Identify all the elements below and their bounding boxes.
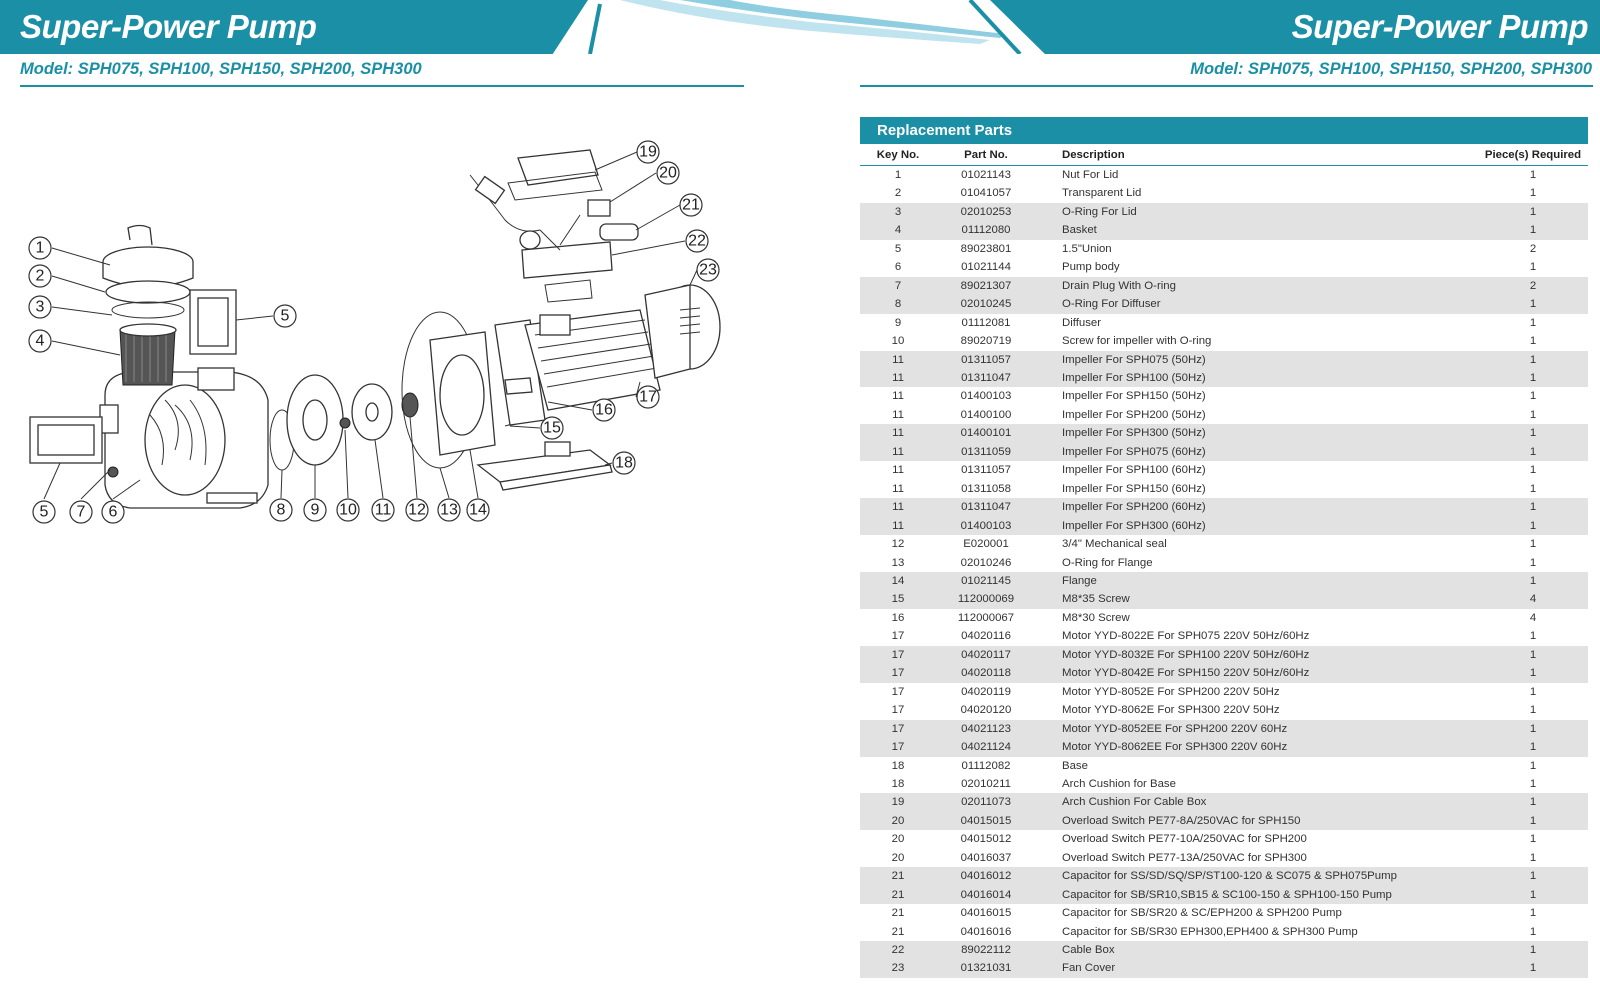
cell-key-no: 21 <box>891 870 905 883</box>
table-row <box>860 295 1588 313</box>
cell-description: Motor YYD-8022E For SPH075 220V 50Hz/60Hz <box>1062 630 1310 643</box>
cell-pieces-required: 2 <box>1529 279 1537 292</box>
cell-pieces-required: 4 <box>1529 593 1537 606</box>
cell-part-no: 01311058 <box>961 482 1011 495</box>
cell-part-no: 112000067 <box>957 611 1015 624</box>
cell-key-no: 4 <box>894 224 902 237</box>
cell-pieces-required: 1 <box>1529 962 1537 975</box>
svg-text:21: 21 <box>682 196 700 214</box>
cell-part-no: 04021124 <box>961 741 1011 754</box>
cell-description: Impeller For SPH075 (50Hz) <box>1062 353 1206 366</box>
cell-part-no: 89023801 <box>960 242 1012 255</box>
callout-2 <box>29 265 51 287</box>
cell-pieces-required: 1 <box>1529 538 1537 551</box>
cell-key-no: 20 <box>891 851 905 864</box>
table-body <box>860 166 1588 978</box>
table-row <box>860 757 1588 775</box>
cell-description: Base <box>1062 759 1088 772</box>
table-row <box>860 867 1588 885</box>
cell-key-no: 3 <box>894 205 902 218</box>
cell-description: Impeller For SPH100 (50Hz) <box>1062 371 1206 384</box>
cell-description: Arch Cushion For Cable Box <box>1062 796 1207 809</box>
cell-part-no: 01021143 <box>961 169 1011 181</box>
cell-description: Impeller For SPH300 (50Hz) <box>1062 427 1206 440</box>
cell-key-no: 20 <box>891 814 905 827</box>
cell-description: Motor YYD-8042E For SPH150 220V 50Hz/60Hz <box>1062 667 1310 680</box>
lid-and-basket-drawing <box>103 226 193 386</box>
cell-key-no: 7 <box>894 279 902 292</box>
table-row <box>860 849 1588 867</box>
svg-text:1: 1 <box>35 239 45 257</box>
cell-description: Pump body <box>1062 261 1120 274</box>
svg-text:7: 7 <box>76 503 86 521</box>
cell-part-no: 112000069 <box>957 593 1015 606</box>
cell-part-no: 02010245 <box>960 298 1012 311</box>
table-row <box>860 387 1588 405</box>
table-row <box>860 923 1588 941</box>
column-header-part-no: Part No. <box>936 144 1036 166</box>
table-row <box>860 609 1588 627</box>
cell-part-no: 01321031 <box>960 962 1012 975</box>
model-line-right: Model: SPH075, SPH100, SPH150, SPH200, SPH300 <box>1190 60 1592 78</box>
cell-pieces-required: 1 <box>1529 741 1537 754</box>
cell-pieces-required: 1 <box>1529 667 1537 680</box>
table-row <box>860 277 1588 295</box>
table-row <box>860 240 1588 258</box>
cell-key-no: 17 <box>891 648 905 661</box>
column-header-pieces-required: Piece(s) Required <box>1478 144 1588 166</box>
cell-part-no: 01311057 <box>961 353 1011 366</box>
cell-description: Capacitor for SB/SR30 EPH300,EPH400 & SPH300 Pump <box>1062 925 1358 938</box>
table-row <box>860 424 1588 442</box>
cell-part-no: 89021307 <box>960 279 1012 292</box>
cell-key-no: 17 <box>891 630 905 643</box>
cell-pieces-required: 1 <box>1529 353 1537 366</box>
cell-key-no: 11 <box>892 353 904 366</box>
cell-part-no: 01311057 <box>961 464 1011 477</box>
table-row <box>860 203 1588 221</box>
cell-description: Impeller For SPH150 (60Hz) <box>1062 482 1206 495</box>
cell-description: Capacitor for SB/SR20 & SC/EPH200 & SPH200 Pump <box>1062 907 1342 920</box>
cable-box-drawing <box>470 150 638 302</box>
table-row <box>860 793 1588 811</box>
cell-key-no: 5 <box>894 242 902 255</box>
callout-16 <box>593 399 615 421</box>
cell-pieces-required: 1 <box>1529 187 1537 200</box>
table-row <box>860 351 1588 369</box>
cell-part-no: 04016014 <box>960 888 1012 901</box>
cell-part-no: 04020117 <box>961 648 1011 661</box>
svg-text:5: 5 <box>39 503 49 521</box>
svg-text:18: 18 <box>615 454 633 472</box>
divider-left <box>20 85 744 87</box>
model-line-left: Model: SPH075, SPH100, SPH150, SPH200, SPH300 <box>20 60 422 78</box>
cell-pieces-required: 1 <box>1529 851 1537 864</box>
cell-part-no: 04016016 <box>960 925 1012 938</box>
cell-pieces-required: 1 <box>1529 796 1537 809</box>
pump-body-drawing <box>100 368 268 508</box>
cell-description: Basket <box>1062 224 1097 237</box>
cell-description: Motor YYD-8052E For SPH200 220V 50Hz <box>1062 685 1280 698</box>
table-row <box>860 646 1588 664</box>
table-row <box>860 738 1588 756</box>
table-row <box>860 590 1588 608</box>
cell-key-no: 1 <box>894 169 902 181</box>
cell-description: Motor YYD-8062EE For SPH300 220V 60Hz <box>1062 741 1288 754</box>
cell-key-no: 13 <box>891 556 905 569</box>
table-row <box>860 498 1588 516</box>
cell-key-no: 11 <box>892 408 904 421</box>
cell-description: Cable Box <box>1062 944 1115 957</box>
cell-part-no: 02010246 <box>960 556 1012 569</box>
cell-part-no: 04020118 <box>961 667 1011 680</box>
cell-part-no: 02010211 <box>961 777 1011 790</box>
cell-pieces-required: 1 <box>1529 814 1537 827</box>
svg-text:10: 10 <box>339 501 357 519</box>
cell-key-no: 20 <box>891 833 905 846</box>
column-header-description: Description <box>1036 144 1478 166</box>
cell-part-no: 04016012 <box>960 870 1012 883</box>
page-title-right: Super-Power Pump <box>1291 8 1588 45</box>
table-row <box>860 314 1588 332</box>
cell-description: Impeller For SPH200 (60Hz) <box>1062 501 1206 514</box>
water-splash-graphic <box>560 0 1040 54</box>
cell-key-no: 2 <box>894 187 902 200</box>
cell-description: Motor YYD-8032E For SPH100 220V 50Hz/60Hz <box>1062 648 1310 661</box>
cell-key-no: 18 <box>891 777 905 790</box>
cell-key-no: 11 <box>892 501 904 514</box>
cell-description: Overload Switch PE77-8A/250VAC for SPH150 <box>1062 814 1301 827</box>
cell-description: Drain Plug With O-ring <box>1062 279 1176 292</box>
table-row <box>860 554 1588 572</box>
cell-part-no: 04020119 <box>961 685 1011 698</box>
cell-pieces-required: 1 <box>1529 870 1537 883</box>
callout-8 <box>270 499 292 521</box>
cell-part-no: 01041057 <box>960 187 1012 200</box>
cell-pieces-required: 1 <box>1529 685 1537 698</box>
cell-pieces-required: 1 <box>1529 390 1537 403</box>
cell-key-no: 10 <box>891 335 905 348</box>
cell-description: M8*35 Screw <box>1062 593 1130 606</box>
cell-pieces-required: 1 <box>1529 648 1537 661</box>
svg-text:14: 14 <box>469 501 487 519</box>
replacement-parts-title: Replacement Parts <box>860 117 1588 144</box>
cell-key-no: 17 <box>891 722 905 735</box>
cell-part-no: 04020116 <box>961 630 1011 643</box>
cell-description: Impeller For SPH075 (60Hz) <box>1062 445 1206 458</box>
cell-part-no: E020001 <box>963 538 1009 551</box>
callout-13 <box>438 499 460 521</box>
cell-description: O-Ring For Diffuser <box>1062 298 1161 311</box>
cell-key-no: 15 <box>891 593 905 606</box>
svg-text:17: 17 <box>639 388 657 406</box>
svg-text:19: 19 <box>639 143 657 161</box>
base-drawing <box>478 442 612 490</box>
replacement-parts-section <box>860 117 1588 978</box>
cell-pieces-required: 1 <box>1529 464 1537 477</box>
cell-description: Motor YYD-8062E For SPH300 220V 50Hz <box>1062 704 1280 717</box>
cell-part-no: 01400101 <box>960 427 1012 440</box>
table-row <box>860 812 1588 830</box>
cell-description: Arch Cushion for Base <box>1062 777 1176 790</box>
cell-description: 1.5"Union <box>1062 242 1112 255</box>
table-row <box>860 332 1588 350</box>
cell-description: Fan Cover <box>1062 962 1116 975</box>
cell-part-no: 04021123 <box>961 722 1011 735</box>
cell-description: Motor YYD-8052EE For SPH200 220V 60Hz <box>1062 722 1288 735</box>
cell-part-no: 04020120 <box>960 704 1012 717</box>
table-row <box>860 664 1588 682</box>
cell-description: M8*30 Screw <box>1062 611 1130 624</box>
callout-15 <box>541 417 563 439</box>
cell-pieces-required: 1 <box>1529 261 1537 274</box>
cell-part-no: 89022112 <box>961 944 1011 957</box>
fan-cover-drawing <box>645 285 720 378</box>
callout-17 <box>637 386 659 408</box>
cell-pieces-required: 1 <box>1529 298 1537 311</box>
table-header-row <box>860 144 1588 166</box>
svg-text:4: 4 <box>35 332 45 350</box>
callout-14 <box>467 499 489 521</box>
svg-text:3: 3 <box>35 298 45 316</box>
cell-description: Impeller For SPH150 (50Hz) <box>1062 390 1206 403</box>
cell-key-no: 17 <box>891 667 905 680</box>
cell-pieces-required: 1 <box>1529 205 1537 218</box>
cell-key-no: 11 <box>892 390 904 403</box>
cell-part-no: 02010253 <box>960 205 1012 218</box>
callout-4 <box>29 330 51 352</box>
svg-text:9: 9 <box>310 501 320 519</box>
cell-description: Impeller For SPH300 (60Hz) <box>1062 519 1206 532</box>
callout-21 <box>680 194 702 216</box>
svg-text:23: 23 <box>699 261 717 279</box>
table-row <box>860 221 1588 239</box>
cell-key-no: 21 <box>891 925 905 938</box>
callout-22 <box>686 230 708 252</box>
svg-text:8: 8 <box>276 501 286 519</box>
table-row <box>860 480 1588 498</box>
divider-right <box>860 85 1593 87</box>
svg-text:5: 5 <box>280 307 290 325</box>
table-row <box>860 572 1588 590</box>
cell-part-no: 01112082 <box>961 759 1011 772</box>
table-row <box>860 683 1588 701</box>
cell-pieces-required: 1 <box>1529 925 1537 938</box>
cell-description: Overload Switch PE77-13A/250VAC for SPH300 <box>1062 851 1307 864</box>
cell-key-no: 23 <box>891 962 905 975</box>
cell-pieces-required: 1 <box>1529 777 1537 790</box>
cell-key-no: 19 <box>891 796 905 809</box>
callout-1 <box>29 237 51 259</box>
cell-key-no: 11 <box>892 427 904 440</box>
cell-part-no: 01400103 <box>960 390 1012 403</box>
cell-pieces-required: 1 <box>1529 907 1537 920</box>
cell-pieces-required: 1 <box>1529 169 1537 181</box>
callout-20 <box>657 162 679 184</box>
cell-description: 3/4" Mechanical seal <box>1062 538 1167 551</box>
callout-18 <box>613 452 635 474</box>
cell-pieces-required: 1 <box>1529 704 1537 717</box>
cell-description: Screw for impeller with O-ring <box>1062 335 1212 348</box>
column-header-key-no: Key No. <box>860 144 936 166</box>
cell-pieces-required: 1 <box>1529 335 1537 348</box>
cell-description: Capacitor for SB/SR10,SB15 & SC100-150 & SPH100-150 Pump <box>1062 888 1392 901</box>
cell-key-no: 12 <box>891 538 905 551</box>
table-row <box>860 443 1588 461</box>
callout-10 <box>337 499 359 521</box>
cell-part-no: 01112081 <box>961 316 1011 329</box>
cell-pieces-required: 1 <box>1529 833 1537 846</box>
callout-9 <box>304 499 326 521</box>
cell-part-no: 01021145 <box>961 574 1011 587</box>
svg-text:2: 2 <box>35 267 45 285</box>
cell-pieces-required: 4 <box>1529 611 1537 624</box>
svg-text:11: 11 <box>374 501 392 519</box>
cell-description: Nut For Lid <box>1062 169 1119 181</box>
callout-12 <box>406 499 428 521</box>
svg-text:16: 16 <box>595 401 613 419</box>
callout-5-lower <box>33 501 55 523</box>
cell-part-no: 89020719 <box>960 335 1012 348</box>
callout-11 <box>372 499 394 521</box>
cell-key-no: 16 <box>891 611 905 624</box>
cell-description: O-Ring for Flange <box>1062 556 1153 569</box>
cell-pieces-required: 1 <box>1529 408 1537 421</box>
cell-pieces-required: 1 <box>1529 556 1537 569</box>
cell-key-no: 18 <box>891 759 905 772</box>
cell-key-no: 11 <box>892 519 904 532</box>
cell-key-no: 11 <box>892 464 904 477</box>
table-row <box>860 461 1588 479</box>
table-row <box>860 258 1588 276</box>
svg-text:20: 20 <box>659 164 677 182</box>
table-row <box>860 535 1588 553</box>
cell-description: O-Ring For Lid <box>1062 205 1137 218</box>
svg-text:15: 15 <box>543 419 561 437</box>
exploded-parts-diagram <box>0 120 760 560</box>
cell-part-no: 04016037 <box>960 851 1012 864</box>
cell-key-no: 11 <box>892 482 904 495</box>
cell-pieces-required: 1 <box>1529 427 1537 440</box>
cell-pieces-required: 1 <box>1529 316 1537 329</box>
cell-key-no: 14 <box>891 574 905 587</box>
table-row <box>860 369 1588 387</box>
cell-description: Diffuser <box>1062 316 1102 329</box>
cell-pieces-required: 1 <box>1529 519 1537 532</box>
cell-key-no: 9 <box>894 316 902 329</box>
table-row <box>860 830 1588 848</box>
table-row <box>860 166 1588 185</box>
cell-pieces-required: 1 <box>1529 501 1537 514</box>
cell-part-no: 01021144 <box>961 261 1011 274</box>
cell-key-no: 22 <box>891 944 905 957</box>
table-row <box>860 406 1588 424</box>
cell-description: Capacitor for SS/SD/SQ/SP/ST100-120 & SC075 & SPH075Pump <box>1062 870 1397 883</box>
cell-part-no: 01112080 <box>961 224 1011 237</box>
table-row <box>860 517 1588 535</box>
cell-description: Impeller For SPH100 (60Hz) <box>1062 464 1206 477</box>
cell-description: Overload Switch PE77-10A/250VAC for SPH200 <box>1062 833 1307 846</box>
cell-pieces-required: 1 <box>1529 759 1537 772</box>
cell-key-no: 17 <box>891 704 905 717</box>
table-row <box>860 720 1588 738</box>
page-title-left: Super-Power Pump <box>20 8 317 45</box>
callout-7 <box>70 501 92 523</box>
cell-pieces-required: 1 <box>1529 445 1537 458</box>
table-row <box>860 184 1588 202</box>
cell-description: Transparent Lid <box>1062 187 1142 200</box>
svg-text:6: 6 <box>108 503 118 521</box>
cell-part-no: 01400100 <box>960 408 1012 421</box>
table-row <box>860 701 1588 719</box>
table-row <box>860 904 1588 922</box>
callout-3 <box>29 296 51 318</box>
cell-pieces-required: 1 <box>1529 944 1537 957</box>
cell-key-no: 6 <box>894 261 902 274</box>
replacement-parts-table <box>860 144 1588 978</box>
cell-key-no: 21 <box>891 907 905 920</box>
svg-text:12: 12 <box>408 501 426 519</box>
cell-pieces-required: 1 <box>1529 224 1537 237</box>
cell-pieces-required: 1 <box>1529 722 1537 735</box>
table-row <box>860 886 1588 904</box>
cell-part-no: 04016015 <box>960 907 1012 920</box>
cell-description: Impeller For SPH200 (50Hz) <box>1062 408 1206 421</box>
callout-23 <box>697 259 719 281</box>
cell-key-no: 17 <box>891 685 905 698</box>
table-row <box>860 941 1588 959</box>
table-row <box>860 775 1588 793</box>
callout-5-upper <box>274 305 296 327</box>
cell-pieces-required: 1 <box>1529 482 1537 495</box>
table-row <box>860 959 1588 977</box>
callout-6 <box>102 501 124 523</box>
cell-pieces-required: 2 <box>1529 242 1537 255</box>
callout-19 <box>637 141 659 163</box>
cell-part-no: 01311047 <box>961 371 1011 384</box>
cell-key-no: 11 <box>892 445 904 458</box>
cell-description: Flange <box>1062 574 1097 587</box>
cell-part-no: 01400103 <box>960 519 1012 532</box>
cell-part-no: 01311059 <box>961 445 1011 458</box>
cell-part-no: 04015015 <box>960 814 1012 827</box>
cell-pieces-required: 1 <box>1529 888 1537 901</box>
cell-key-no: 17 <box>891 741 905 754</box>
cell-key-no: 11 <box>892 371 904 384</box>
cell-key-no: 21 <box>891 888 905 901</box>
svg-text:13: 13 <box>440 501 458 519</box>
diffuser-impeller-drawing <box>270 375 418 470</box>
cell-part-no: 02011073 <box>961 796 1011 809</box>
cell-pieces-required: 1 <box>1529 574 1537 587</box>
cell-part-no: 04015012 <box>960 833 1012 846</box>
cell-pieces-required: 1 <box>1529 630 1537 643</box>
svg-text:22: 22 <box>688 232 706 250</box>
table-row <box>860 627 1588 645</box>
cell-part-no: 01311047 <box>961 501 1011 514</box>
cell-pieces-required: 1 <box>1529 371 1537 384</box>
cell-key-no: 8 <box>894 298 902 311</box>
